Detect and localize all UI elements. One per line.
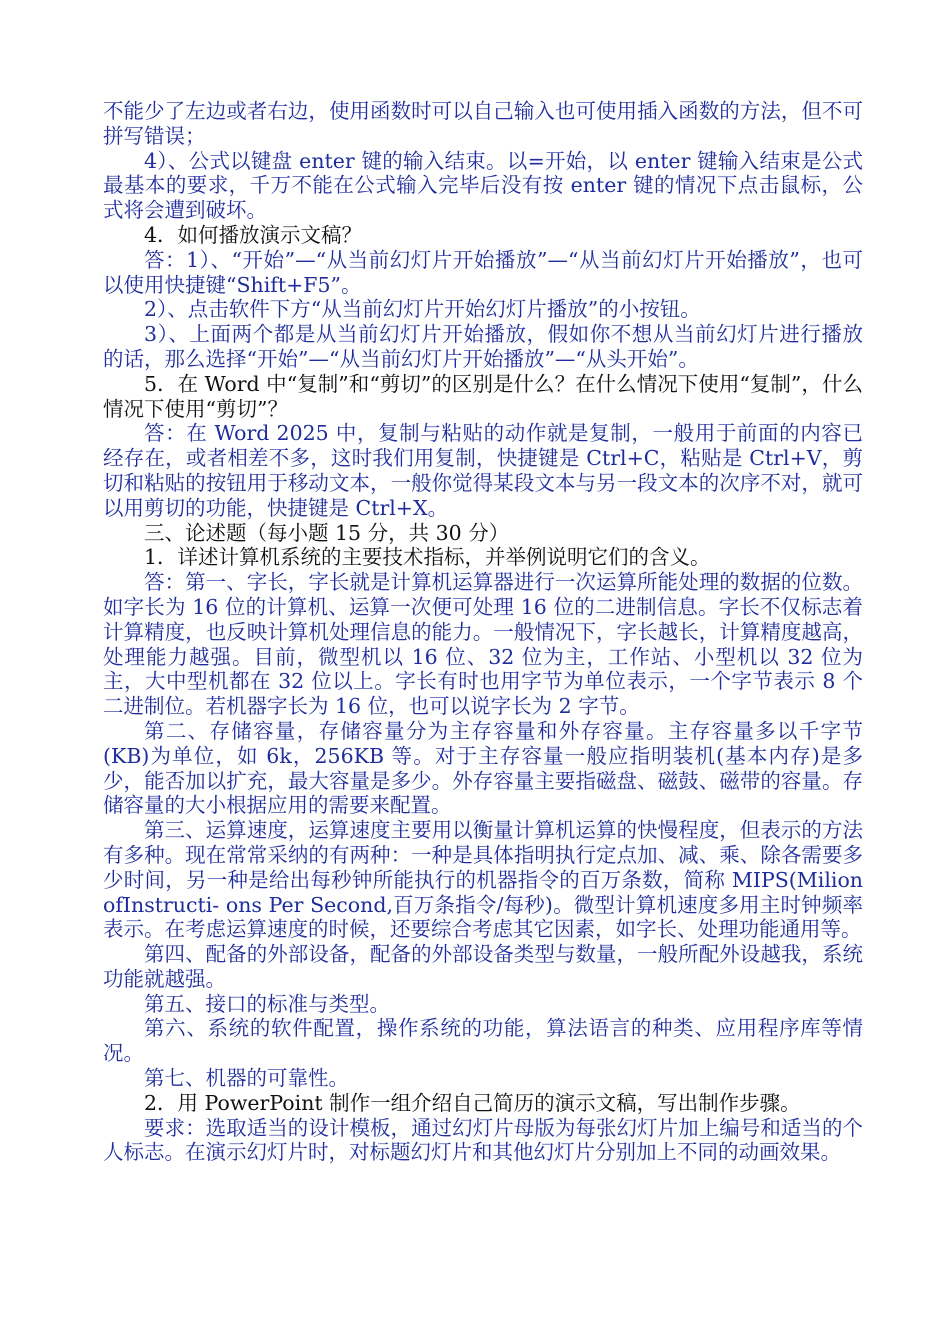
section-3-heading: 三、论述题（每小题 15 分，共 30 分）	[144, 520, 510, 545]
paragraph-function-input-note: 不能少了左边或者右边，使用函数时可以自己输入也可使用插入函数的方法，但不可拼写错误；	[103, 99, 863, 148]
answer-4-part-3: 3）、上面两个都是从当前幻灯片开始播放，假如你不想从当前幻灯片进行播放的话，那么选择“开始”—“从当前幻灯片开始播放”—“从头开始”。	[103, 322, 863, 371]
essay-answer-1-peripherals: 第四、配备的外部设备，配备的外部设备类型与数量，一般所配外设越我，系统功能就越强。	[103, 942, 863, 991]
essay-question-1: 1．详述计算机系统的主要技术指标，并举例说明它们的含义。	[144, 545, 711, 570]
essay-answer-1-software: 第六、系统的软件配置，操作系统的功能，算法语言的种类、应用程序库等情况。	[103, 1016, 863, 1066]
document-body	[103, 99, 863, 1165]
essay-answer-1-storage: 第二、存储容量，存储容量分为主存容量和外存容量。主存容量多以千字节(KB)为单位，如 6k，256KB 等。对于主存容量一般应指明装机(基本内存)是多少，能否加以扩充，最大容量是多少。外存容量主要指磁盘、磁鼓、磁带的容量。存储容量的大小根据应用的需要来配置。	[103, 718, 863, 818]
question-4-heading: 4．如何播放演示文稿？	[144, 222, 363, 247]
answer-4-part-1: 答：1）、“开始”—“从当前幻灯片开始播放”—“从当前幻灯片开始播放”，也可以使用快捷键“Shift+F5”。	[103, 247, 863, 297]
answer-5: 答：在 Word 2025 中，复制与粘贴的动作就是复制，一般用于前面的内容已经存在，或者相差不多，这时我们用复制，快捷键是 Ctrl+C，粘贴是 Ctrl+V，剪切和粘贴的按钮用于移动文本，一般你觉得某段文本与另一段文本的次序不对，就可以用剪切的功能，快捷键是 Ctrl+X。	[103, 421, 863, 520]
essay-answer-1-word-length: 答：第一、字长，字长就是计算机运算器进行一次运算所能处理的数据的位数。如字长为 16 位的计算机、运算一次便可处理 16 位的二进制信息。字长不仅标志着计算精度，也反映计算机处理信息的能力。一般情况下，字长越长，计算精度越高，处理能力越强。目前，微型机以 16 位、32 位为主，工作站、小型机以 32 位为主，大中型机都在 32 位以上。字长有时也用字节为单位表示，一个字节表示 8 个二进制位。若机器字长为 16 位，也可以说字长为 2 字节。	[103, 570, 863, 719]
essay-answer-1-interface: 第五、接口的标准与类型。	[144, 991, 390, 1016]
paragraph-formula-enter: 4）、公式以键盘 enter 键的输入结束。以=开始，以 enter 键输入结束是公式最基本的要求，千万不能在公式输入完毕后没有按 enter 键的情况下点击鼠标，公式将会遭到破坏。	[103, 148, 863, 223]
essay-question-2: 2．用 PowerPoint 制作一组介绍自己简历的演示文稿，写出制作步骤。	[144, 1090, 801, 1115]
answer-4-part-2: 2）、点击软件下方“从当前幻灯片开始幻灯片播放”的小按钮。	[144, 297, 701, 322]
essay-question-2-requirements: 要求：选取适当的设计模板，通过幻灯片母版为每张幻灯片加上编号和适当的个人标志。在演示幻灯片时，对标题幻灯片和其他幻灯片分别加上不同的动画效果。	[103, 1115, 863, 1165]
essay-answer-1-reliability: 第七、机器的可靠性。	[144, 1066, 349, 1091]
question-5-heading: 5．在 Word 中“复制”和“剪切”的区别是什么？在什么情况下使用“复制”，什么情况下使用“剪切”？	[103, 371, 863, 421]
essay-answer-1-speed: 第三、运算速度，运算速度主要用以衡量计算机运算的快慢程度，但表示的方法有多种。现在常常采纳的有两种：一种是具体指明执行定点加、减、乘、除各需要多少时间，另一种是给出每秒钟所能执行的机器指令的百万条数，简称 MIPS(Milion ofInstructi- ons Per Second,百万条指令/每秒)。微型计算机速度多用主时钟频率表示。在考虑运算速度的时候，还要综合考虑其它因素，如字长、处理功能通用等。	[103, 818, 863, 942]
